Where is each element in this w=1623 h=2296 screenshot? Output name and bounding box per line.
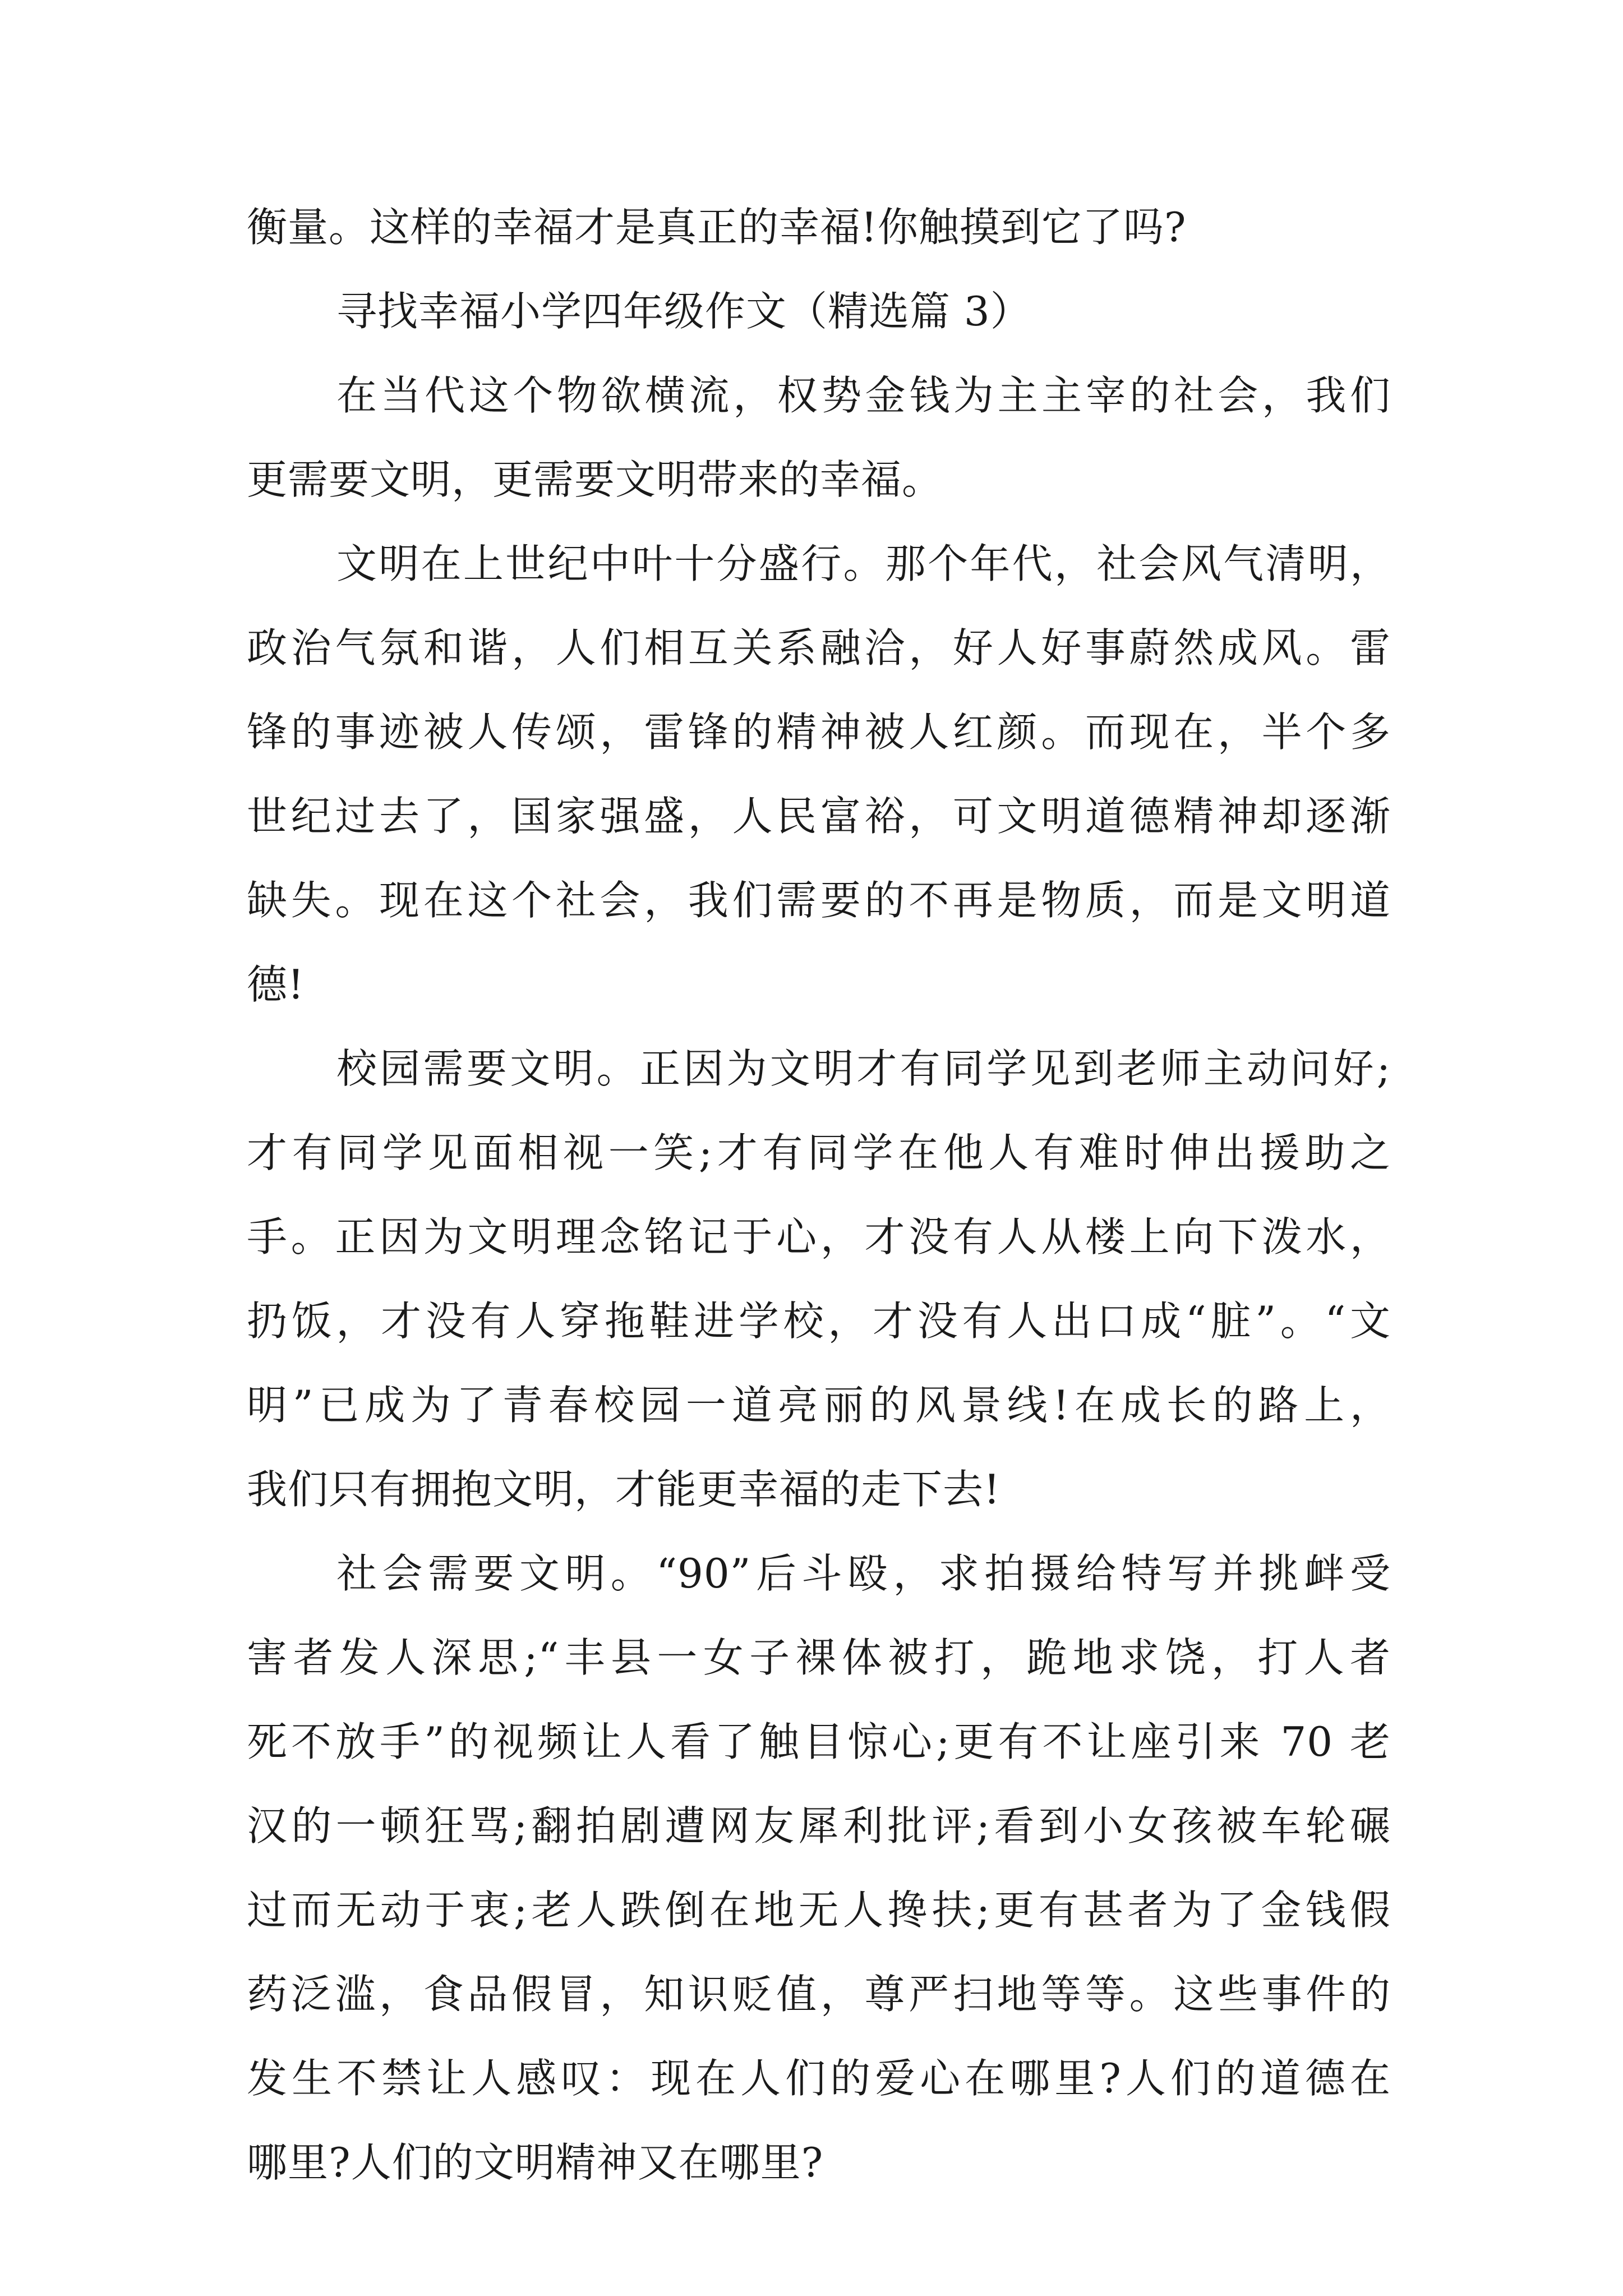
text-line: 哪里?人们的文明精神又在哪里?: [247, 2139, 824, 2186]
text-line: 校园需要文明。正因为文明才有同学见到老师主动问好;: [336, 1045, 1391, 1092]
text-line: 在当代这个物欲横流，权势金钱为主主宰的社会，我们: [336, 372, 1391, 419]
text-line: 发生不禁让人感叹：现在人们的爱心在哪里?人们的道德在: [247, 2055, 1391, 2102]
section-heading: 寻找幸福小学四年级作文（精选篇 3）: [336, 288, 1031, 335]
text-line: 扔饭，才没有人穿拖鞋进学校，才没有人出口成“脏”。“文: [247, 1297, 1391, 1345]
text-line: 社会需要文明。“90”后斗殴，求拍摄给特写并挑衅受: [336, 1550, 1391, 1597]
text-line: 害者发人深思;“丰县一女子裸体被打，跪地求饶，打人者: [247, 1634, 1391, 1681]
text-line: 锋的事迹被人传颂，雷锋的精神被人红颜。而现在，半个多: [247, 708, 1391, 756]
text-line: 才有同学见面相视一笑;才有同学在他人有难时伸出援助之: [247, 1129, 1391, 1176]
text-line: 文明在上世纪中叶十分盛行。那个年代，社会风气清明，: [336, 540, 1391, 587]
text-line: 手。正因为文明理念铭记于心，才没有人从楼上向下泼水，: [247, 1213, 1391, 1260]
text-line: 过而无动于衷;老人跌倒在地无人搀扶;更有甚者为了金钱假: [247, 1887, 1391, 1934]
text-line: 药泛滥，食品假冒，知识贬值，尊严扫地等等。这些事件的: [247, 1971, 1391, 2018]
text-line: 政治气氛和谐，人们相互关系融洽，好人好事蔚然成风。雷: [247, 624, 1391, 671]
text-line: 缺失。现在这个社会，我们需要的不再是物质，而是文明道: [247, 877, 1391, 924]
text-line: 汉的一顿狂骂;翻拍剧遭网友犀利批评;看到小女孩被车轮碾: [247, 1802, 1391, 1849]
document-page: [247, 185, 1391, 2205]
text-line: 更需要文明，更需要文明带来的幸福。: [247, 456, 943, 503]
text-line: 衡量。这样的幸福才是真正的幸福!你触摸到它了吗?: [247, 204, 1187, 251]
text-line: 死不放手”的视频让人看了触目惊心;更有不让座引来 70 老: [247, 1718, 1391, 1765]
text-line: 我们只有拥抱文明，才能更幸福的走下去!: [247, 1466, 1000, 1513]
text-line: 德!: [247, 961, 305, 1008]
text-line: 世纪过去了，国家强盛，人民富裕，可文明道德精神却逐渐: [247, 793, 1391, 840]
text-line: 明”已成为了青春校园一道亮丽的风景线!在成长的路上，: [247, 1382, 1391, 1429]
